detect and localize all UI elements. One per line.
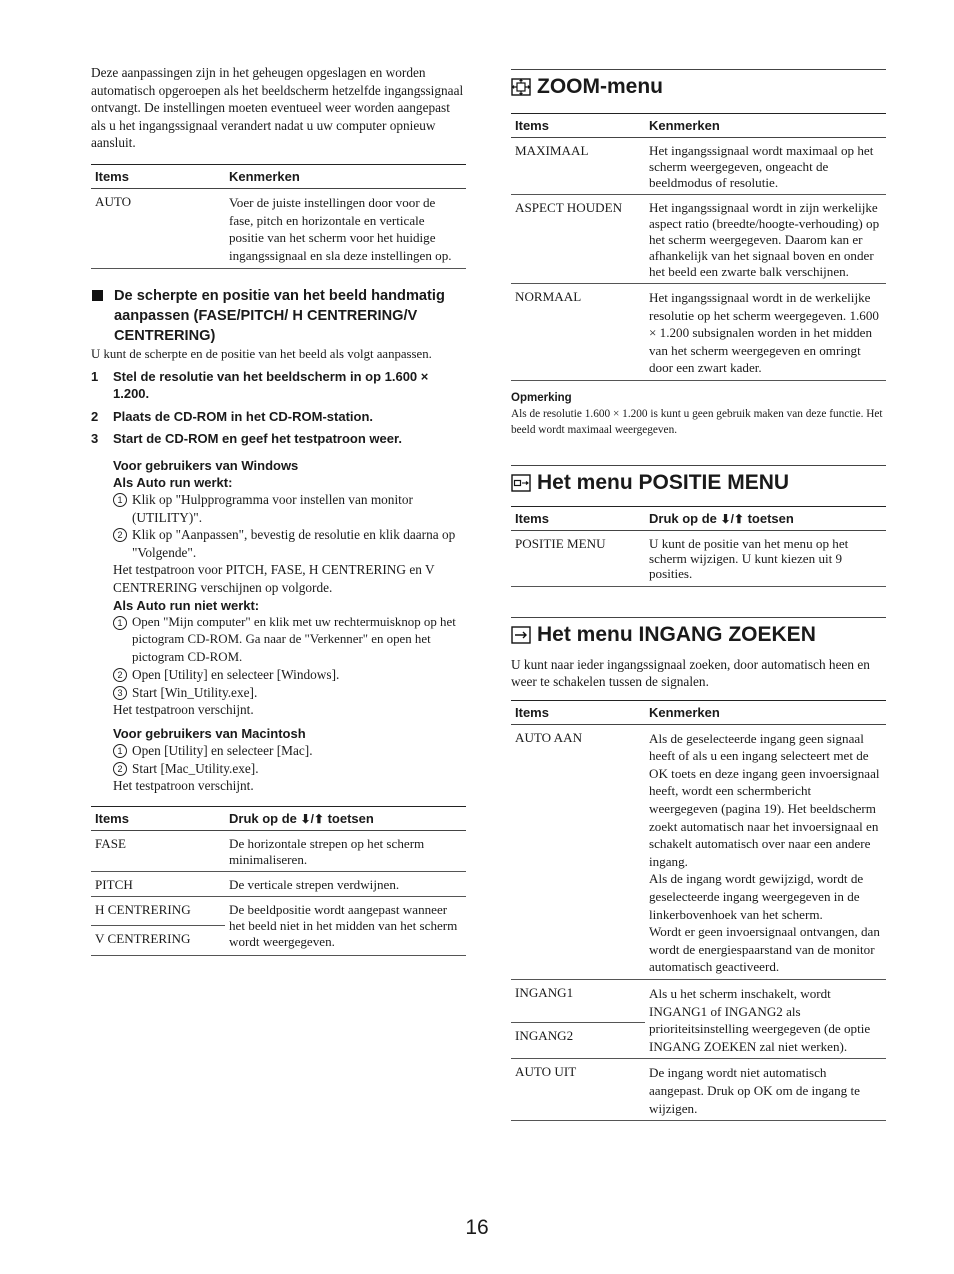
square-bullet-icon bbox=[92, 290, 103, 301]
positie-header-items: Items bbox=[511, 506, 645, 530]
positie-title: Het menu POSITIE MENU bbox=[537, 470, 790, 494]
circled-number: 1 bbox=[113, 744, 127, 758]
intro-paragraph: Deze aanpassingen zijn in het geheugen opgeslagen en worden automatisch opgeroepen als het beeldscherm hetzelfde ingangssignaal ontvangt. De instellingen moeten eventueel weer worden aangepast als u het ingangssignaal verandert nadat u uw computer opnieuw aansluit. bbox=[91, 65, 464, 151]
circled-number: 3 bbox=[113, 686, 127, 700]
step-2 bbox=[91, 408, 466, 426]
step-1 bbox=[91, 368, 466, 403]
mac-heading: Voor gebruikers van Macintosh bbox=[113, 726, 306, 742]
list-item bbox=[113, 742, 466, 760]
circled-number: 2 bbox=[113, 528, 127, 542]
circled-number: 1 bbox=[113, 493, 127, 507]
zoom-title: ZOOM-menu bbox=[537, 75, 663, 98]
table-cell-desc: De ingang wordt niet automatisch aangepast. Druk op OK om de ingang te wijzigen. bbox=[645, 1059, 886, 1121]
ingang-title: Het menu INGANG ZOEKEN bbox=[537, 622, 816, 646]
circled-number: 2 bbox=[113, 668, 127, 682]
table-row bbox=[511, 284, 886, 381]
list-item bbox=[113, 614, 466, 667]
table-cell-desc: Als de geselecteerde ingang geen signaal heeft of als u een ingang selecteert met de OK toets en deze ingang geen invoersignaal heeft, wordt een schermbericht weergegeven (pagina 19). Het beeldscherm zoekt automatisch naar het invoersignaal en schakelt automatisch over naar een andere ingang. Als de ingang wordt gewijzigd, wordt de geselecteerde ingang weergegeven in de linkerbovenhoek van het scherm. Wordt er geen invoersignaal ontvangen, dan wordt de energiespaarstand van de monitor automatisch geactiveerd. bbox=[645, 724, 886, 979]
table-cell-desc: Het ingangssignaal wordt in zijn werkelijke aspect ratio (breedte/hoogte-verhouding) op het scherm weergegeven. Daarom kan er afhankelijk van het signaal boven en onder het beeld een zwarte balk verschijnen. bbox=[645, 195, 886, 284]
table-cell-item: AUTO bbox=[91, 188, 225, 268]
windows-heading: Voor gebruikers van Windows bbox=[113, 457, 299, 473]
table-row bbox=[91, 871, 466, 896]
menu-position-icon bbox=[511, 474, 531, 492]
table-row bbox=[91, 830, 466, 871]
up-down-arrow-icon: ⬇/⬆ bbox=[300, 811, 324, 826]
table-cell-desc: Voer de juiste instellingen door voor de fase, pitch en horizontale en verticale positie van het scherm voor het huidige ingangssignaal en sla deze instellingen op. bbox=[225, 188, 466, 268]
list-item-text: Start [Win_Utility.exe]. bbox=[132, 684, 258, 700]
up-down-arrow-icon: ⬇/⬆ bbox=[720, 511, 744, 526]
zoom-header-kenmerken: Kenmerken bbox=[645, 114, 886, 138]
list-item bbox=[113, 526, 466, 561]
table-cell-item: POSITIE MENU bbox=[511, 530, 645, 586]
auto-run-result: Het testpatroon voor PITCH, FASE, H CENTRERING en V CENTRERING verschijnen op volgorde. bbox=[113, 562, 435, 595]
positie-section-heading bbox=[511, 465, 886, 496]
list-item bbox=[113, 760, 466, 778]
step-number: 2 bbox=[91, 408, 99, 424]
table-row bbox=[511, 724, 886, 979]
note-text: Als de resolutie 1.600 × 1.200 is kunt u geen gebruik maken van deze functie. Het beeld wordt maximaal weergegeven. bbox=[511, 407, 883, 436]
auto-table-header-items: Items bbox=[91, 164, 225, 188]
table-cell-item: PITCH bbox=[91, 871, 225, 896]
list-item-text: Open [Utility] en selecteer [Mac]. bbox=[132, 743, 313, 759]
page-number: 16 bbox=[465, 1216, 489, 1239]
list-item-text: Start [Mac_Utility.exe]. bbox=[132, 760, 259, 776]
table-row bbox=[91, 896, 466, 926]
table-row bbox=[511, 1059, 886, 1121]
zoom-section-heading bbox=[511, 69, 886, 100]
table-cell-item: AUTO UIT bbox=[511, 1059, 645, 1121]
table-row bbox=[511, 980, 886, 1023]
zoom-header-items: Items bbox=[511, 114, 645, 138]
header-suffix: toetsen bbox=[743, 510, 794, 526]
windows-instructions bbox=[113, 457, 466, 795]
table-row bbox=[511, 195, 886, 284]
table-cell-item: INGANG2 bbox=[511, 1023, 645, 1059]
auto-table bbox=[91, 164, 466, 269]
list-item bbox=[113, 491, 466, 526]
no-auto-run-heading: Als Auto run niet werkt: bbox=[113, 597, 260, 613]
table-cell-desc: Het ingangssignaal wordt maximaal op het scherm weergegeven, ongeacht de beeldmodus of resolutie. bbox=[645, 138, 886, 195]
list-item-text: Open [Utility] en selecteer [Windows]. bbox=[132, 667, 340, 683]
list-item-text: Klik op "Hulpprogramma voor instellen van monitor (UTILITY)". bbox=[132, 491, 413, 525]
table-cell-desc: Als u het scherm inschakelt, wordt INGANG1 of INGANG2 als prioriteitsinstelling weergegeven (de optie INGANG ZOEKEN zal niet werken). bbox=[645, 980, 886, 1059]
fase-table-header-items: Items bbox=[91, 806, 225, 830]
ingang-section-heading bbox=[511, 617, 886, 648]
table-cell-desc: De verticale strepen verdwijnen. bbox=[225, 871, 466, 896]
no-auto-run-result: Het testpatroon verschijnt. bbox=[113, 702, 254, 718]
header-prefix: Druk op de bbox=[229, 810, 301, 826]
table-row bbox=[511, 138, 886, 195]
circled-number: 1 bbox=[113, 616, 127, 630]
table-cell-item: ASPECT HOUDEN bbox=[511, 195, 645, 284]
header-prefix: Druk op de bbox=[649, 510, 721, 526]
table-cell-item: V CENTRERING bbox=[91, 926, 225, 956]
table-cell-desc: De beeldpositie wordt aangepast wanneer het beeld niet in het midden van het scherm wordt weergegeven. bbox=[225, 896, 466, 955]
table-cell-item: INGANG1 bbox=[511, 980, 645, 1023]
ingang-header-kenmerken: Kenmerken bbox=[645, 700, 886, 724]
section-heading-text: De scherpte en positie van het beeld handmatig aanpassen (FASE/PITCH/ H CENTRERING/V CENTRERING) bbox=[114, 288, 445, 345]
table-cell-item: NORMAAL bbox=[511, 284, 645, 381]
table-cell-item: MAXIMAAL bbox=[511, 138, 645, 195]
table-row bbox=[511, 530, 886, 586]
note-heading: Opmerking bbox=[511, 391, 572, 404]
ingang-intro: U kunt naar ieder ingangssignaal zoeken, door automatisch heen en weer te schakelen tussen de signalen. bbox=[511, 656, 870, 690]
circled-number: 2 bbox=[113, 762, 127, 776]
auto-table-header-kenmerken: Kenmerken bbox=[225, 164, 466, 188]
table-cell-desc: U kunt de positie van het menu op het scherm wijzigen. U kunt kiezen uit 9 posities. bbox=[645, 530, 886, 586]
mac-result: Het testpatroon verschijnt. bbox=[113, 778, 254, 794]
list-item bbox=[113, 666, 466, 684]
table-row bbox=[91, 188, 466, 268]
step-number: 1 bbox=[91, 368, 99, 384]
table-cell-item: H CENTRERING bbox=[91, 896, 225, 926]
positie-header-druk bbox=[645, 506, 886, 530]
input-sensing-icon bbox=[511, 626, 531, 644]
zoom-icon bbox=[511, 78, 531, 96]
zoom-table bbox=[511, 113, 886, 381]
step-3 bbox=[91, 430, 466, 448]
header-suffix: toetsen bbox=[323, 810, 374, 826]
positie-table bbox=[511, 506, 886, 587]
list-item-text: Open "Mijn computer" en klik met uw rechtermuisknop op het pictogram CD-ROM. Ga naar de "Verkenner" en open het pictogram CD-ROM. bbox=[132, 614, 456, 664]
list-item-text: Klik op "Aanpassen", bevestig de resolutie en klik daarna op "Volgende". bbox=[132, 527, 456, 560]
fase-pitch-table bbox=[91, 806, 466, 956]
right-column bbox=[511, 69, 886, 1121]
auto-run-heading: Als Auto run werkt: bbox=[113, 474, 233, 490]
table-cell-item: AUTO AAN bbox=[511, 724, 645, 979]
table-cell-desc: De horizontale strepen op het scherm minimaliseren. bbox=[225, 830, 466, 871]
table-cell-desc: Het ingangssignaal wordt in de werkelijke resolutie op het scherm weergegeven. 1.600 × 1.200 subsignalen worden in het midden van het scherm weergegeven en omringt door een zwart kader. bbox=[645, 284, 886, 381]
ingang-header-items: Items bbox=[511, 700, 645, 724]
table-cell-item: FASE bbox=[91, 830, 225, 871]
section-intro: U kunt de scherpte en de positie van het beeld als volgt aanpassen. bbox=[91, 347, 432, 362]
fase-table-header-druk bbox=[225, 806, 466, 830]
section-heading bbox=[91, 286, 466, 346]
step-number: 3 bbox=[91, 431, 99, 447]
ingang-table bbox=[511, 700, 886, 1121]
list-item bbox=[113, 684, 466, 702]
step-text: Plaats de CD-ROM in het CD-ROM-station. bbox=[113, 408, 374, 424]
left-column bbox=[91, 64, 466, 956]
step-text: Start de CD-ROM en geef het testpatroon weer. bbox=[113, 431, 402, 447]
step-text: Stel de resolutie van het beeldscherm in op 1.600 × 1.200. bbox=[113, 368, 429, 402]
